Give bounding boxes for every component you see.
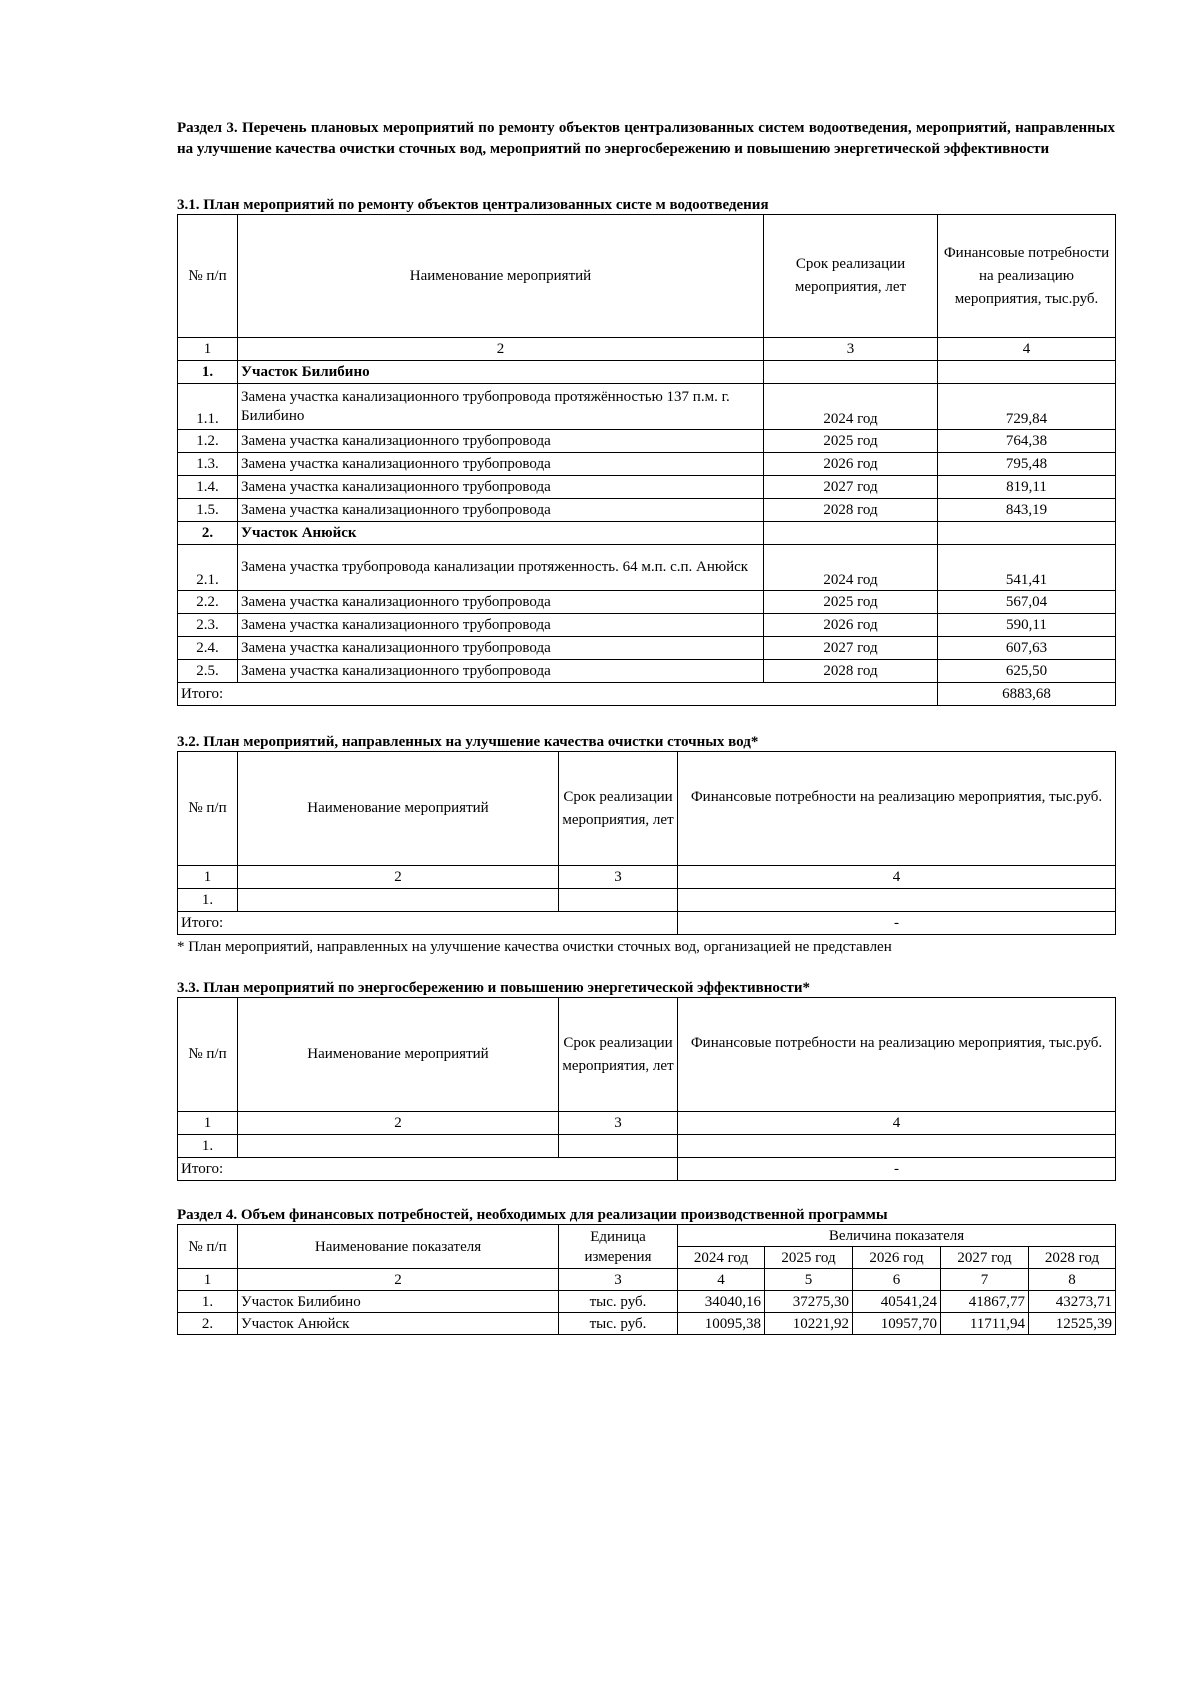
table-3-1 [177, 214, 1116, 706]
row-num: 2.1. [178, 545, 238, 591]
colnum: 3 [559, 1112, 678, 1135]
row-name: Замена участка канализационного трубопровода [238, 499, 764, 522]
row-num: 1.1. [178, 384, 238, 430]
table-4 [177, 1224, 1116, 1335]
group-name: Участок Анюйск [238, 522, 764, 545]
header-term: Срок реализации мероприятия, лет [764, 215, 938, 338]
table-row [178, 591, 1116, 614]
total-value: - [678, 912, 1116, 935]
header-year: 2024 год [678, 1247, 765, 1269]
row-name: Замена участка канализационного трубопровода [238, 614, 764, 637]
table-3-2-title: 3.2. План мероприятий, направленных на улучшение качества очистки сточных вод* [177, 734, 759, 750]
colnum: 1 [178, 1112, 238, 1135]
row-name: Замена участка трубопровода канализации протяженность. 64 м.п. с.п. Анюйск [238, 545, 764, 591]
row-num: 1.2. [178, 430, 238, 453]
colnum: 1 [178, 338, 238, 361]
row-value: 34040,16 [678, 1291, 765, 1313]
colnum: 4 [938, 338, 1116, 361]
row-name: Замена участка канализационного трубопровода [238, 637, 764, 660]
empty-cell [678, 1135, 1116, 1158]
column-number-row [178, 338, 1116, 361]
empty-cell [764, 361, 938, 384]
colnum: 3 [559, 1269, 678, 1291]
colnum: 2 [238, 1112, 559, 1135]
row-year: 2024 год [764, 384, 938, 430]
empty-cell [764, 522, 938, 545]
table-row [178, 453, 1116, 476]
row-value: 41867,77 [941, 1291, 1029, 1313]
row-value: 40541,24 [853, 1291, 941, 1313]
row-value: 843,19 [938, 499, 1116, 522]
header-name: Наименование мероприятий [238, 998, 559, 1112]
total-row [178, 1158, 1116, 1181]
row-num: 2.2. [178, 591, 238, 614]
row-year: 2028 год [764, 499, 938, 522]
colnum: 4 [678, 866, 1116, 889]
table-row [178, 889, 1116, 912]
empty-cell [559, 889, 678, 912]
table-row [178, 637, 1116, 660]
colnum: 1 [178, 1269, 238, 1291]
row-unit: тыс. руб. [559, 1291, 678, 1313]
header-finance: Финансовые потребности на реализацию мероприятия, тыс.руб. [678, 752, 1116, 866]
header-year: 2027 год [941, 1247, 1029, 1269]
group-row [178, 361, 1116, 384]
row-value: 795,48 [938, 453, 1116, 476]
colnum: 4 [678, 1269, 765, 1291]
total-label: Итого: [178, 912, 678, 935]
row-num: 1. [178, 1291, 238, 1313]
row-value: 541,41 [938, 545, 1116, 591]
header-num: № п/п [178, 998, 238, 1112]
table-3-1-title: 3.1. План мероприятий по ремонту объектов централизованных систе м водоотведения [177, 197, 769, 213]
section-4-title: Раздел 4. Объем финансовых потребностей, необходимых для реализации производственной программы [177, 1207, 888, 1223]
row-name: Участок Анюйск [238, 1313, 559, 1335]
header-finance: Финансовые потребности на реализацию мероприятия, тыс.руб. [938, 215, 1116, 338]
colnum: 8 [1029, 1269, 1116, 1291]
colnum: 6 [853, 1269, 941, 1291]
table-3-2 [177, 751, 1116, 935]
row-value: 43273,71 [1029, 1291, 1116, 1313]
table-header-row [178, 752, 1116, 866]
row-name: Замена участка канализационного трубопровода [238, 591, 764, 614]
header-unit: Единица измерения [559, 1225, 678, 1269]
empty-cell [938, 361, 1116, 384]
row-name: Замена участка канализационного трубопровода протяжённостью 137 п.м. г. Билибино [238, 384, 764, 430]
total-label: Итого: [178, 1158, 678, 1181]
table-row [178, 1135, 1116, 1158]
row-value: 625,50 [938, 660, 1116, 683]
table-row [178, 476, 1116, 499]
table-3-3-title: 3.3. План мероприятий по энергосбережению и повышению энергетической эффективности* [177, 980, 811, 996]
table-row [178, 1291, 1116, 1313]
header-value-group: Величина показателя [678, 1225, 1116, 1247]
header-num: № п/п [178, 215, 238, 338]
table-header-row [178, 998, 1116, 1112]
table-3-3 [177, 997, 1116, 1181]
colnum: 2 [238, 338, 764, 361]
empty-cell [678, 889, 1116, 912]
header-name: Наименование мероприятий [238, 215, 764, 338]
row-name: Замена участка канализационного трубопровода [238, 660, 764, 683]
row-value: 10221,92 [765, 1313, 853, 1335]
row-num: 1.5. [178, 499, 238, 522]
row-value: 764,38 [938, 430, 1116, 453]
column-number-row [178, 1112, 1116, 1135]
row-name: Участок Билибино [238, 1291, 559, 1313]
header-finance: Финансовые потребности на реализацию мероприятия, тыс.руб. [678, 998, 1116, 1112]
row-value: 10095,38 [678, 1313, 765, 1335]
colnum: 3 [764, 338, 938, 361]
column-number-row [178, 1269, 1116, 1291]
row-num: 2.5. [178, 660, 238, 683]
table-row [178, 384, 1116, 430]
empty-cell [938, 522, 1116, 545]
colnum: 2 [238, 1269, 559, 1291]
header-term: Срок реализации мероприятия, лет [559, 752, 678, 866]
row-num: 1.3. [178, 453, 238, 476]
table-row [178, 614, 1116, 637]
row-num: 2.3. [178, 614, 238, 637]
row-value: 12525,39 [1029, 1313, 1116, 1335]
header-year: 2025 год [765, 1247, 853, 1269]
table-row [178, 430, 1116, 453]
header-year: 2028 год [1029, 1247, 1116, 1269]
header-term: Срок реализации мероприятия, лет [559, 998, 678, 1112]
table-3-2-note: * План мероприятий, направленных на улучшение качества очистки сточных вод, организацией не представлен [177, 939, 892, 955]
empty-cell [238, 1135, 559, 1158]
group-num: 1. [178, 361, 238, 384]
header-name: Наименование мероприятий [238, 752, 559, 866]
total-row [178, 912, 1116, 935]
header-name: Наименование показателя [238, 1225, 559, 1269]
header-year: 2026 год [853, 1247, 941, 1269]
group-row [178, 522, 1116, 545]
row-year: 2025 год [764, 430, 938, 453]
row-value: 11711,94 [941, 1313, 1029, 1335]
table-header-row [178, 215, 1116, 338]
row-year: 2028 год [764, 660, 938, 683]
row-value: 729,84 [938, 384, 1116, 430]
colnum: 4 [678, 1112, 1116, 1135]
row-num: 1. [178, 889, 238, 912]
colnum: 3 [559, 866, 678, 889]
row-name: Замена участка канализационного трубопровода [238, 453, 764, 476]
group-name: Участок Билибино [238, 361, 764, 384]
row-year: 2026 год [764, 614, 938, 637]
empty-cell [238, 889, 559, 912]
total-value: 6883,68 [938, 683, 1116, 706]
row-year: 2026 год [764, 453, 938, 476]
row-name: Замена участка канализационного трубопровода [238, 476, 764, 499]
header-num: № п/п [178, 752, 238, 866]
group-num: 2. [178, 522, 238, 545]
column-number-row [178, 866, 1116, 889]
row-num: 2.4. [178, 637, 238, 660]
header-num: № п/п [178, 1225, 238, 1269]
row-value: 37275,30 [765, 1291, 853, 1313]
colnum: 1 [178, 866, 238, 889]
table-row [178, 660, 1116, 683]
row-year: 2027 год [764, 637, 938, 660]
total-row [178, 683, 1116, 706]
colnum: 2 [238, 866, 559, 889]
empty-cell [559, 1135, 678, 1158]
table-row [178, 545, 1116, 591]
row-year: 2027 год [764, 476, 938, 499]
table-row [178, 499, 1116, 522]
row-unit: тыс. руб. [559, 1313, 678, 1335]
row-value: 567,04 [938, 591, 1116, 614]
row-num: 1.4. [178, 476, 238, 499]
row-year: 2025 год [764, 591, 938, 614]
total-label: Итого: [178, 683, 938, 706]
total-value: - [678, 1158, 1116, 1181]
section-3-title: Раздел 3. Перечень плановых мероприятий по ремонту объектов централизованных систем водоотведения, мероприятий, направленных на улучшение качества очистки сточных вод, мероприятий по энергосбережению и повышению энергетической эффективности [177, 120, 1115, 157]
colnum: 5 [765, 1269, 853, 1291]
row-num: 1. [178, 1135, 238, 1158]
document-page [177, 118, 1115, 1335]
row-year: 2024 год [764, 545, 938, 591]
table-header-row [178, 1225, 1116, 1247]
row-value: 607,63 [938, 637, 1116, 660]
row-value: 590,11 [938, 614, 1116, 637]
row-value: 10957,70 [853, 1313, 941, 1335]
table-row [178, 1313, 1116, 1335]
row-name: Замена участка канализационного трубопровода [238, 430, 764, 453]
colnum: 7 [941, 1269, 1029, 1291]
row-value: 819,11 [938, 476, 1116, 499]
row-num: 2. [178, 1313, 238, 1335]
